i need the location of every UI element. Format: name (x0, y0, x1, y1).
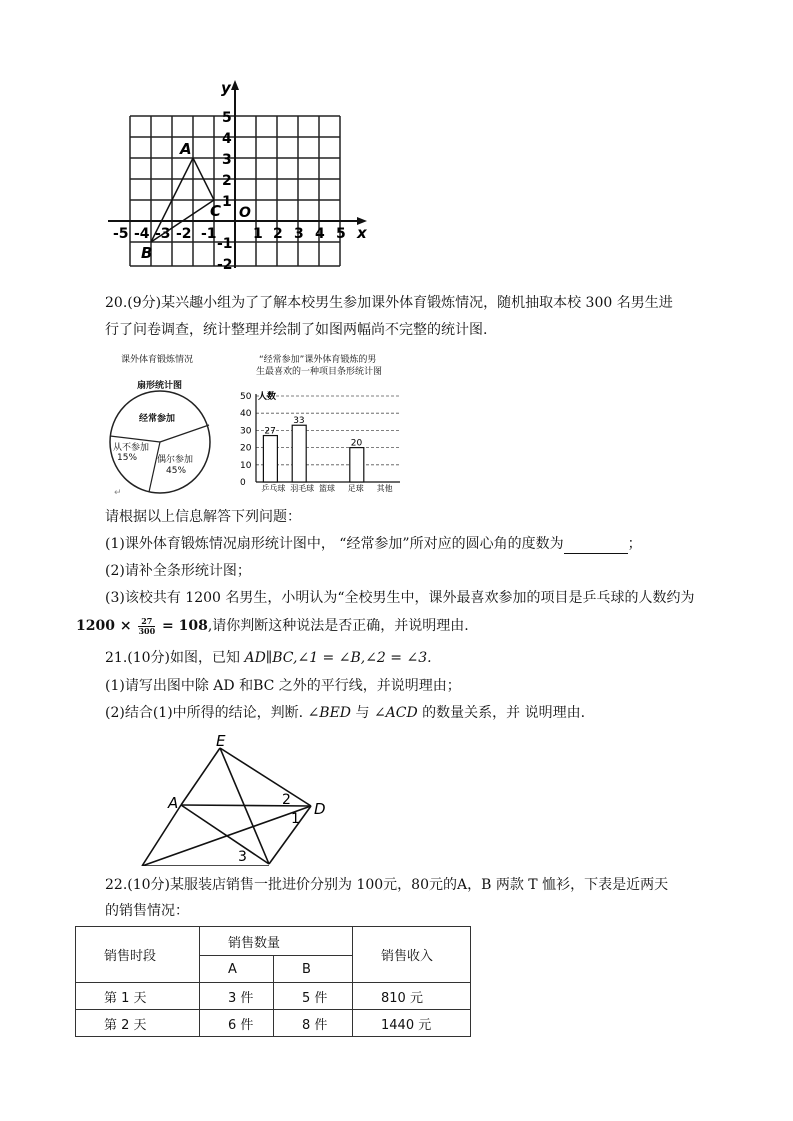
pie-title: 扇形统计图 (137, 381, 183, 391)
q21-sub2 (105, 703, 585, 723)
label-e: E (216, 732, 226, 750)
answer-blank[interactable] (564, 539, 628, 554)
q21-sub2-a: (2)结合(1)中所得的结论，判断. (105, 705, 308, 721)
bar-y-tick: 50 (240, 392, 252, 402)
bar-y-tick: 20 (240, 443, 252, 454)
point-b-label: B (141, 244, 153, 262)
pie-label-never: 从不参加 (113, 443, 150, 453)
q22-line2: 的销售情况： (105, 903, 189, 919)
pie-label-sometimes-pct: 45% (166, 466, 187, 476)
point-c-label: C (210, 202, 222, 220)
svg-text:2: 2 (222, 173, 232, 189)
header-a: A (200, 956, 274, 983)
label-angle-1: 1 (291, 811, 300, 827)
q21-sub2-b: ∠BED (307, 705, 352, 721)
bar-x-tick: 篮球 (319, 484, 335, 493)
bar-y-tick: 30 (240, 426, 252, 437)
q21-line1-a: 21.(10分)如图，已知 (105, 650, 245, 666)
svg-text:-2: -2 (217, 257, 233, 273)
cell-a: 3 件 (200, 983, 274, 1010)
formula-part-b: = 108 (162, 618, 208, 634)
origin-label: O (239, 205, 251, 221)
q21-line1 (105, 648, 432, 668)
svg-text:2: 2 (273, 226, 283, 242)
pie-caption: 课外体育锻炼情况 (121, 355, 194, 365)
cell-period: 第 2 天 (76, 1010, 200, 1037)
label-angle-2: 2 (282, 792, 291, 808)
bar-y-tick: 40 (240, 409, 252, 420)
bar-title-line1: “经常参加”课外体育锻炼的男 (259, 355, 377, 365)
q21-line1-b: AD∥BC,∠1 = ∠B,∠2 = ∠3. (244, 650, 432, 666)
bar-y-ticks (240, 392, 252, 488)
q20-sub2: (2)请补全条形统计图； (105, 563, 251, 579)
point-a-label: A (180, 140, 192, 158)
bar-x-tick: 其他 (376, 484, 393, 493)
bar-x-ticks (261, 483, 392, 493)
cell-period: 第 1 天 (76, 983, 200, 1010)
svg-text:1: 1 (253, 226, 263, 242)
q21-sub2-d: ∠ACD (373, 705, 418, 721)
q21-sub2-e: 的数量关系，并 说明理由. (417, 705, 586, 721)
cell-b: 8 件 (274, 1010, 353, 1037)
bar-chart (230, 386, 410, 496)
svg-text:3: 3 (294, 226, 304, 242)
cell-income: 1440 元 (353, 1010, 471, 1037)
bar-value-label: 20 (350, 438, 363, 449)
bar-y-label: 人数 (258, 392, 277, 402)
header-income: 销售收入 (353, 927, 471, 983)
svg-text:4: 4 (315, 226, 325, 242)
q20-line1: 20.(9分)某兴趣小组为了了解本校男生参加课外体育锻炼情况，随机抽取本校 300 名男生进 (105, 295, 673, 311)
y-axis-label: y (221, 79, 231, 97)
svg-text:5: 5 (336, 226, 346, 242)
formula-fraction (138, 617, 155, 636)
bar (292, 425, 306, 482)
bar-title-line2: 生最喜欢的一种项目条形统计图 (256, 367, 383, 377)
svg-text:-2: -2 (176, 226, 192, 242)
formula-part-a: 1200 × (76, 618, 132, 634)
bar (350, 448, 364, 482)
cell-income: 810 元 (353, 983, 471, 1010)
svg-text:5: 5 (222, 110, 232, 126)
pie-label-sometimes: 偶尔参加 (157, 455, 194, 465)
svg-text:-5: -5 (113, 226, 129, 242)
bar-x-tick: 羽毛球 (290, 484, 315, 493)
q21-sub2-c: 与 (351, 705, 374, 721)
bar-y-tick: 10 (240, 460, 252, 471)
bar-value-label: 33 (293, 416, 305, 427)
y-axis-arrow (231, 80, 239, 90)
q20-intro: 请根据以上信息解答下列问题： (105, 509, 301, 525)
header-b: B (274, 956, 353, 983)
bar (263, 436, 277, 482)
header-quantity: 销售数量 (200, 927, 353, 956)
q21-sub1: (1)请写出图中除 AD 和BC 之外的平行线，并说明理由； (105, 678, 461, 694)
return-mark: ↵ (114, 488, 122, 498)
geometry-figure (130, 730, 340, 866)
svg-text:3: 3 (222, 152, 232, 168)
q20-sub1-text: (1)课外体育锻炼情况扇形统计图中， “经常参加”所对应的圆心角的度数为 (105, 536, 564, 552)
table-row (76, 1010, 471, 1037)
bar-y-tick: 0 (240, 478, 246, 488)
coordinate-graph (105, 78, 375, 273)
cell-a: 6 件 (200, 1010, 274, 1037)
svg-text:1: 1 (222, 194, 232, 210)
pie-label-never-pct: 15% (117, 453, 138, 463)
label-a: A (168, 794, 179, 812)
bar-value-label: 27 (264, 426, 276, 437)
q20-sub3: (3)该校共有 1200 名男生，小明认为“全校男生中，课外最喜欢参加的项目是乒乓球的人数约为 (105, 590, 695, 606)
q20-sub1 (105, 534, 642, 554)
q22-line1: 22.(10分)某服装店销售一批进价分别为 100元，80元的A，B 两款 T 恤衫，下表是近两天 (105, 877, 669, 893)
svg-text:-3: -3 (155, 226, 171, 242)
header-period: 销售时段 (76, 927, 200, 983)
bar-x-tick: 足球 (347, 484, 364, 493)
fraction-numerator: 27 (138, 617, 155, 627)
q20-line2: 行了问卷调查，统计整理并绘制了如图两幅尚不完整的统计图. (105, 322, 488, 338)
cell-b: 5 件 (274, 983, 353, 1010)
q20-sub1-end: ； (627, 536, 642, 552)
table-row (76, 983, 471, 1010)
svg-text:4: 4 (222, 131, 232, 147)
bar-x-tick: 乒乓球 (261, 484, 286, 493)
x-axis-label: x (357, 224, 367, 242)
pie-label-often: 经常参加 (139, 414, 176, 424)
svg-text:-4: -4 (134, 226, 150, 242)
sales-table (75, 926, 471, 1037)
svg-text:-1: -1 (217, 236, 233, 252)
bar-marks (263, 416, 363, 482)
q20-formula (76, 616, 469, 636)
fraction-denominator: 300 (138, 625, 156, 636)
label-d: D (314, 800, 326, 818)
svg-text:-1: -1 (201, 226, 217, 242)
label-angle-3: 3 (238, 849, 247, 865)
table-header-row (76, 927, 471, 956)
q20-sub3-end: ,请你判断这种说法是否正确，并说明理由. (207, 618, 469, 634)
y-tick-labels (217, 110, 233, 273)
